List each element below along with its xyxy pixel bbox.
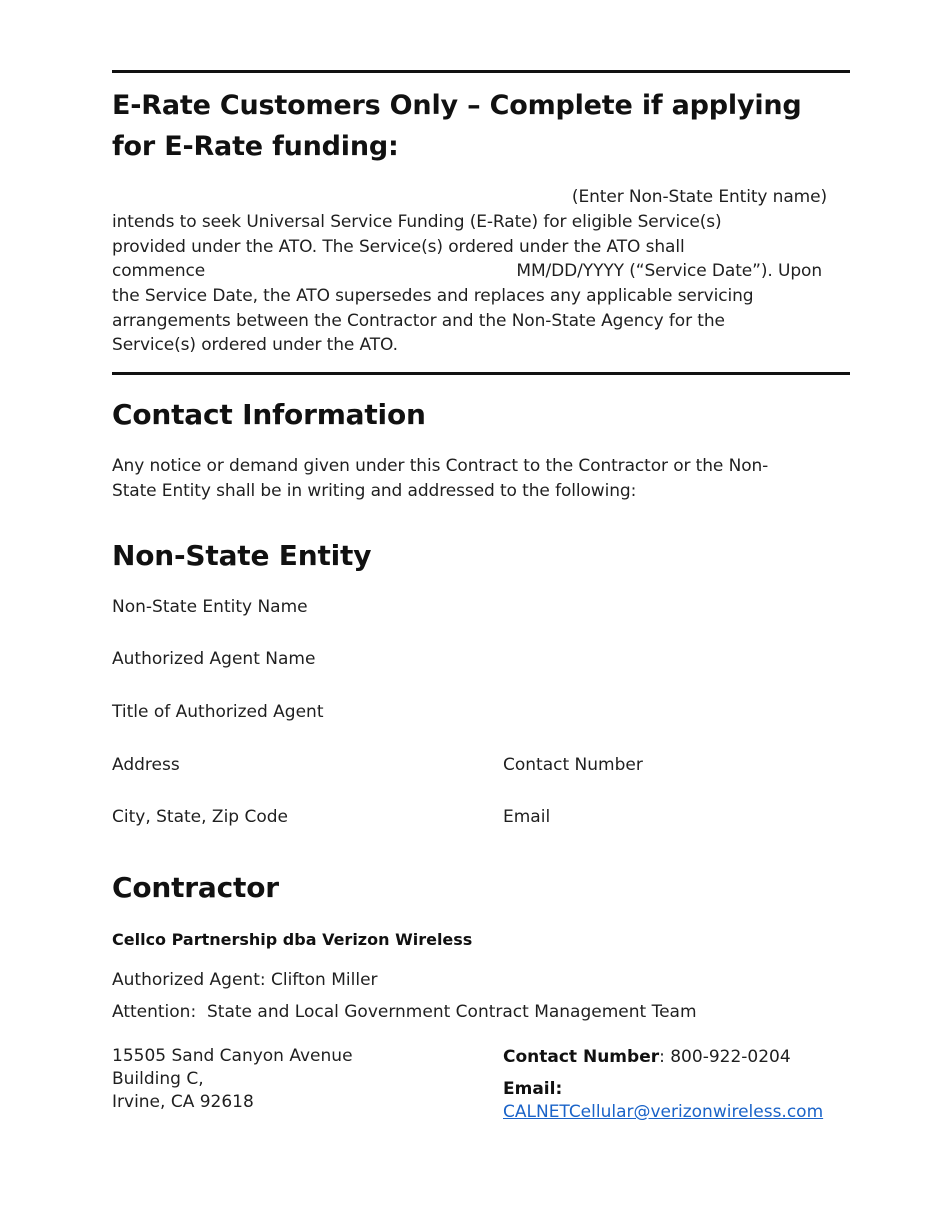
contact-information-heading: Contact Information: [112, 398, 426, 431]
contractor-contact-number: [503, 1045, 791, 1069]
erate-paragraph: [112, 185, 850, 360]
contractor-address-line1: 15505 Sand Canyon Avenue: [112, 1046, 353, 1066]
erate-paragraph-line4: the Service Date, the ATO supersedes and replaces any applicable servicing: [112, 286, 754, 306]
contractor-contact-number-value: : 800-922-0204: [659, 1047, 791, 1067]
contractor-address: [112, 1045, 353, 1114]
address-field-label: Address: [112, 755, 180, 775]
contact-intro-line2: State Entity shall be in writing and addressed to the following:: [112, 481, 637, 501]
contact-information-intro: [112, 454, 768, 504]
contractor-company-name: Cellco Partnership dba Verizon Wireless: [112, 930, 473, 949]
non-state-entity-heading: Non-State Entity: [112, 539, 372, 572]
section-divider-middle: [112, 372, 850, 375]
erate-paragraph-line2: provided under the ATO. The Service(s) ordered under the ATO shall: [112, 237, 685, 257]
contact-number-field-label: Contact Number: [503, 755, 643, 775]
erate-paragraph-line1: intends to seek Universal Service Funding (E-Rate) for eligible Service(s): [112, 212, 722, 232]
city-state-zip-field-label: City, State, Zip Code: [112, 807, 289, 827]
erate-heading-line2: for E-Rate funding:: [112, 131, 399, 162]
contractor-heading: Contractor: [112, 871, 279, 904]
contact-intro-line1: Any notice or demand given under this Contract to the Contractor or the Non-: [112, 456, 769, 476]
contractor-address-line3: Irvine, CA 92618: [112, 1092, 254, 1112]
erate-paragraph-line3-start: commence: [112, 261, 206, 281]
service-date-placeholder: MM/DD/YYYY (“Service Date”). Upon: [516, 261, 822, 281]
erate-paragraph-line6: Service(s) ordered under the ATO.: [112, 335, 398, 355]
section-divider-top: [112, 70, 850, 73]
contractor-email-link[interactable]: CALNETCellular@verizonwireless.com: [503, 1102, 824, 1122]
contractor-address-line2: Building C,: [112, 1069, 204, 1089]
entity-name-field-label: Non-State Entity Name: [112, 597, 308, 617]
agent-title-field-label: Title of Authorized Agent: [112, 702, 324, 722]
agent-name-field-label: Authorized Agent Name: [112, 649, 316, 669]
contractor-authorized-agent: Authorized Agent: Clifton Miller: [112, 970, 378, 990]
erate-heading: [112, 85, 802, 167]
entity-name-placeholder: (Enter Non-State Entity name): [571, 187, 827, 207]
email-field-label: Email: [503, 807, 551, 827]
contractor-email-label: Email:: [503, 1079, 563, 1099]
contractor-contact-number-label: Contact Number: [503, 1047, 660, 1067]
contractor-attention: Attention: State and Local Government Contract Management Team: [112, 1002, 697, 1022]
erate-heading-line1: E-Rate Customers Only – Complete if applying: [112, 90, 802, 121]
erate-paragraph-line5: arrangements between the Contractor and the Non-State Agency for the: [112, 311, 725, 331]
contractor-email-link-wrapper: [503, 1100, 823, 1124]
